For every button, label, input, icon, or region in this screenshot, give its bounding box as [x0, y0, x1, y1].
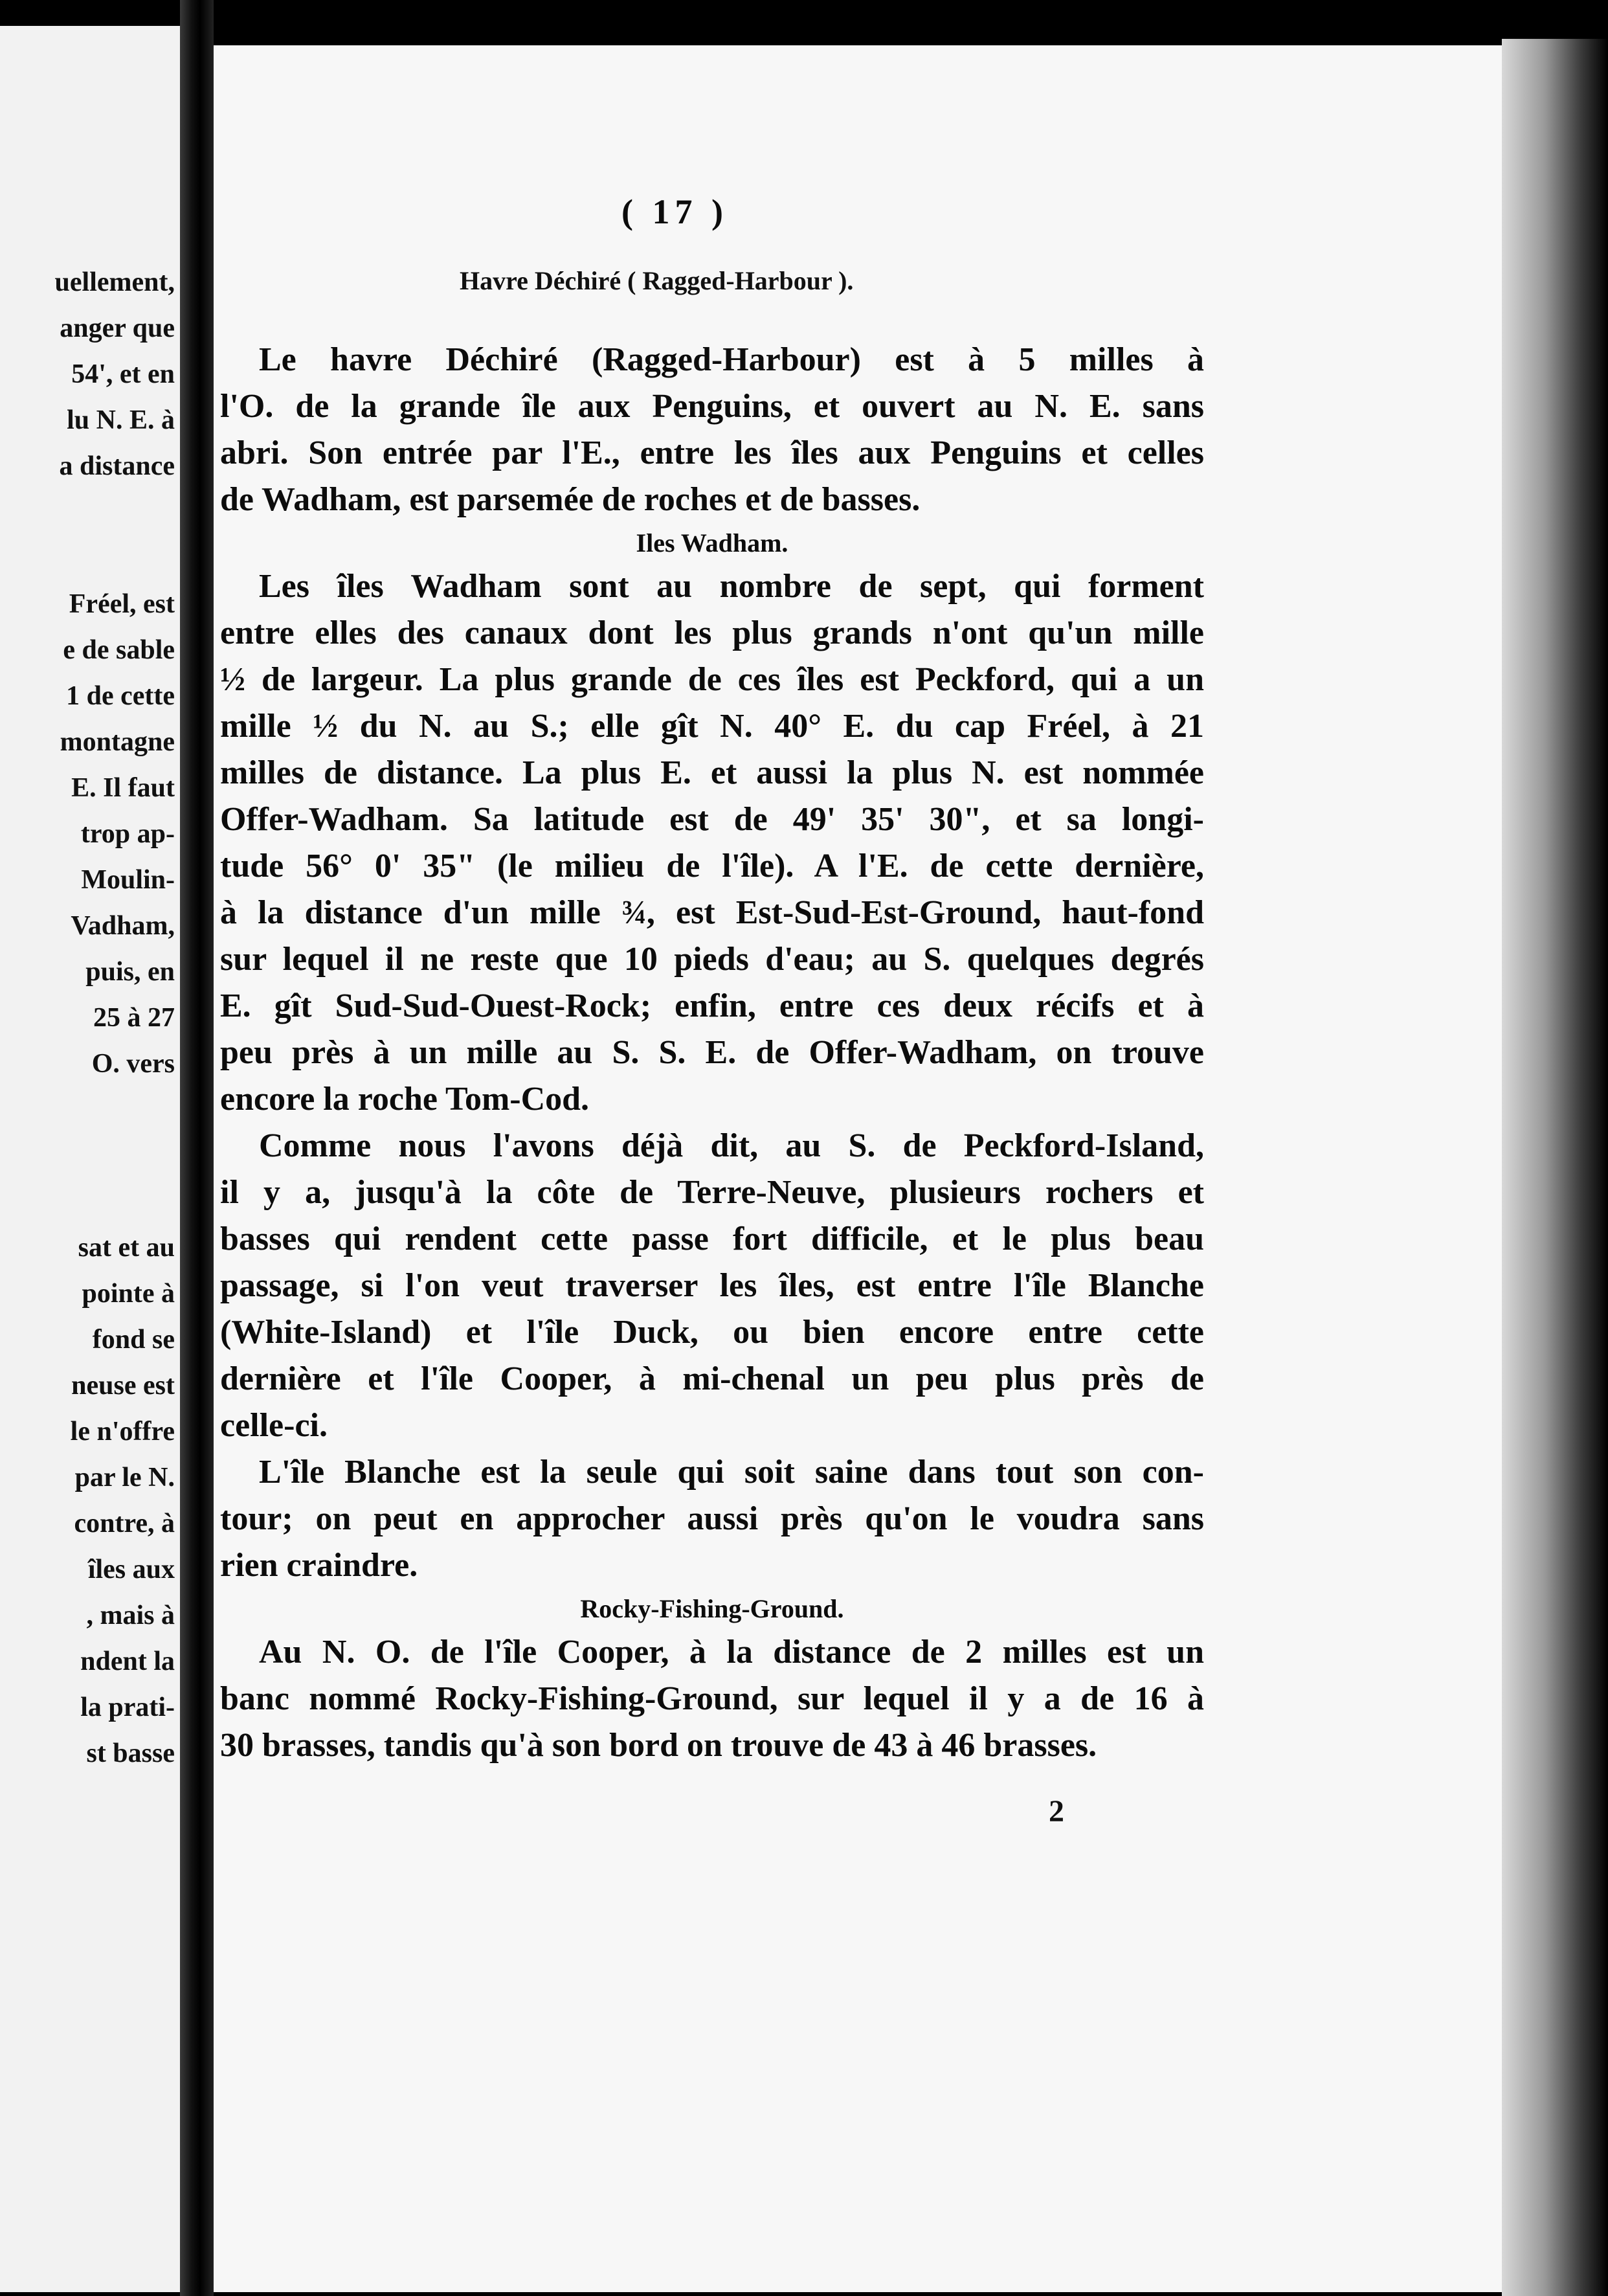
left-page-line: la prati-	[80, 1693, 175, 1722]
text-line: ½ de largeur. La plus grande de ces îles est Peckford, qui a un	[220, 661, 1204, 698]
left-page-line: a distance	[59, 451, 175, 481]
text-line: à la distance d'un mille ¾, est Est-Sud-Est-Ground, haut-fond	[220, 894, 1204, 931]
text-line: abri. Son entrée par l'E., entre les îles aux Penguins et celles	[220, 434, 1204, 471]
left-page-line: îles aux	[87, 1555, 175, 1584]
text-line: milles de distance. La plus E. et aussi la plus N. est nommée	[220, 754, 1204, 791]
page-number: ( 17 )	[621, 192, 728, 231]
left-page-line	[55, 535, 175, 581]
left-page-line	[55, 1178, 175, 1224]
left-page-line: E. Il faut	[71, 773, 175, 803]
text-line: (White-Island) et l'île Duck, ou bien encore entre cette	[220, 1314, 1204, 1351]
left-page-line: Moulin-	[81, 865, 175, 895]
left-page-line: puis, en	[85, 957, 175, 987]
left-page-line	[55, 489, 175, 535]
left-page-line: sat et au	[78, 1233, 175, 1263]
text-line: sur lequel il ne reste que 10 pieds d'eau; au S. quelques degrés	[220, 941, 1204, 978]
text-line: Le havre Déchiré (Ragged-Harbour) est à 5 milles à	[259, 341, 1204, 378]
text-line: banc nommé Rocky-Fishing-Ground, sur lequel il y a de 16 à	[220, 1680, 1204, 1717]
left-page-line: ndent la	[80, 1647, 175, 1676]
text-line: mille ½ du N. au S.; elle gît N. 40° E. du cap Fréel, à 21	[220, 708, 1204, 745]
text-line: passage, si l'on veut traverser les îles, est entre l'île Blanche	[220, 1267, 1204, 1304]
left-page-line: st basse	[86, 1739, 175, 1768]
paragraph	[220, 1629, 1204, 1769]
text-line: Comme nous l'avons déjà dit, au S. de Peckford-Island,	[259, 1127, 1204, 1164]
paragraph	[220, 337, 1204, 523]
left-page-line: anger que	[60, 313, 175, 343]
page-edge-shadow	[1502, 39, 1608, 2296]
left-page-line: pointe à	[82, 1279, 175, 1309]
left-page-line: , mais à	[86, 1601, 175, 1630]
text-line: tude 56° 0' 35" (le milieu de l'île). A l'E. de cette dernière,	[220, 848, 1204, 884]
text-line: Offer-Wadham. Sa latitude est de 49' 35' 30", et sa longi-	[220, 801, 1204, 838]
book-gutter	[180, 0, 214, 2296]
text-line: peu près à un mille au S. S. E. de Offer-Wadham, on trouve	[220, 1034, 1204, 1071]
section-heading: Rocky-Fishing-Ground.	[580, 1594, 844, 1623]
paragraph	[220, 1449, 1204, 1589]
left-page-line: 25 à 27	[93, 1003, 175, 1033]
left-page-line: Fréel, est	[69, 589, 175, 619]
running-head: Havre Déchiré ( Ragged-Harbour ).	[460, 266, 854, 295]
text-line: Au N. O. de l'île Cooper, à la distance de 2 milles est un	[259, 1634, 1204, 1671]
text-line: Les îles Wadham sont au nombre de sept, qui forment	[259, 568, 1204, 605]
left-page-text	[55, 259, 175, 1776]
page-body	[220, 337, 1204, 1769]
signature-mark: 2	[1049, 1794, 1064, 1829]
left-facing-page	[0, 26, 180, 2292]
left-page-line: trop ap-	[80, 819, 175, 849]
text-line: L'île Blanche est la seule qui soit saine dans tout son con-	[259, 1454, 1204, 1491]
paragraph	[220, 1123, 1204, 1449]
left-page-line: neuse est	[71, 1371, 175, 1401]
text-line: tour; on peut en approcher aussi près qu'on le voudra sans	[220, 1500, 1204, 1537]
text-line: rien craindre.	[220, 1547, 418, 1584]
text-line: encore la roche Tom-Cod.	[220, 1081, 590, 1118]
left-page-line: 1 de cette	[66, 681, 175, 711]
left-page-line: fond se	[92, 1325, 175, 1355]
left-page-line: 54', et en	[71, 359, 175, 389]
text-line: dernière et l'île Cooper, à mi-chenal un peu plus près de	[220, 1360, 1204, 1397]
left-page-line: uellement,	[54, 267, 175, 297]
left-page-line: lu N. E. à	[67, 405, 175, 435]
left-page-line: O. vers	[91, 1049, 175, 1079]
text-line: celle-ci.	[220, 1407, 328, 1444]
left-page-line: Vadham,	[71, 911, 175, 941]
section-heading: Iles Wadham.	[636, 528, 788, 557]
text-line: de Wadham, est parsemée de roches et de basses.	[220, 481, 921, 518]
left-page-line: contre, à	[74, 1509, 175, 1538]
left-page-line: e de sable	[63, 635, 175, 665]
text-line: entre elles des canaux dont les plus grands n'ont qu'un mille	[220, 614, 1204, 651]
left-page-line: par le N.	[74, 1463, 175, 1492]
left-page-line	[55, 1086, 175, 1132]
text-line: E. gît Sud-Sud-Ouest-Rock; enfin, entre ces deux récifs et à	[220, 987, 1204, 1024]
left-page-line: montagne	[60, 727, 175, 757]
text-line: l'O. de la grande île aux Penguins, et ouvert au N. E. sans	[220, 388, 1204, 425]
text-line: il y a, jusqu'à la côte de Terre-Neuve, plusieurs rochers et	[220, 1174, 1204, 1211]
left-page-line: le n'offre	[70, 1417, 175, 1446]
left-page-line	[55, 1132, 175, 1178]
text-line: basses qui rendent cette passe fort difficile, et le plus beau	[220, 1221, 1204, 1257]
paragraph	[220, 563, 1204, 1123]
text-line: 30 brasses, tandis qu'à son bord on trouve de 43 à 46 brasses.	[220, 1727, 1097, 1764]
